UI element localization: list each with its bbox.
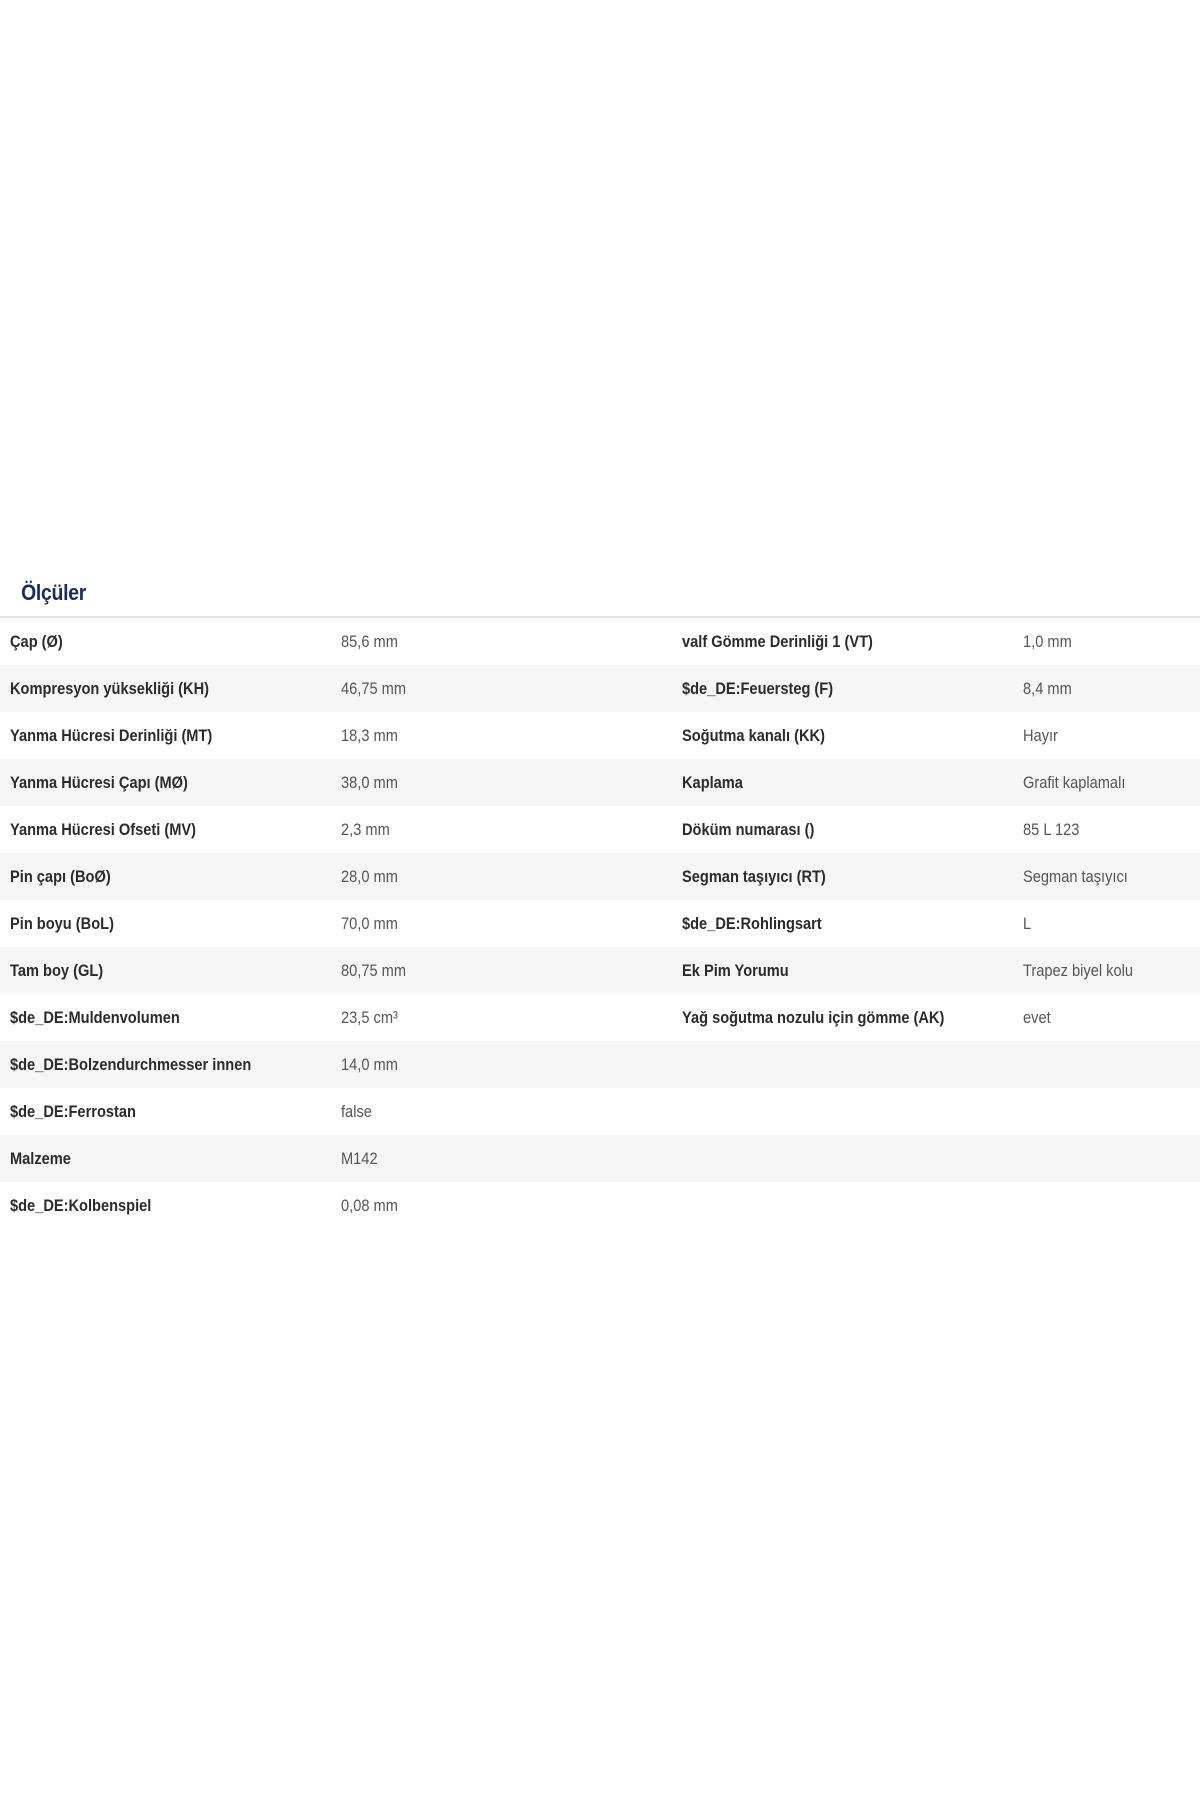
table-row [0,994,1200,1041]
spec-label: Yanma Hücresi Ofseti (MV) [10,819,197,839]
section-title: Ölçüler [21,580,86,605]
spec-value: 18,3 mm [341,725,398,745]
spec-label: Segman taşıyıcı (RT) [682,866,826,886]
spec-label: Yanma Hücresi Çapı (MØ) [10,772,188,792]
spec-value: 1,0 mm [1023,631,1072,651]
table-cell [341,994,682,1041]
table-cell [682,853,1023,900]
spec-label: $de_DE:Ferrostan [10,1101,136,1121]
spec-value: L [1023,913,1032,933]
table-cell [0,994,341,1041]
table-row [0,712,1200,759]
table-cell [0,1182,341,1229]
table-row [0,900,1200,947]
table-cell [0,1041,341,1088]
table-cell [682,806,1023,853]
table-row [0,1182,1200,1229]
spec-label: Çap (Ø) [10,631,63,651]
table-cell [682,900,1023,947]
table-cell [1023,759,1200,806]
table-cell [1023,994,1200,1041]
spec-label: Yağ soğutma nozulu için gömme (AK) [682,1007,945,1027]
table-cell [1023,618,1200,665]
spec-value: M142 [341,1148,378,1168]
table-cell [341,1182,682,1229]
table-cell [0,900,341,947]
table-cell [341,900,682,947]
table-cell [341,1041,682,1088]
table-cell [1023,853,1200,900]
spec-value: 0,08 mm [341,1195,398,1215]
table-cell [0,1088,341,1135]
table-cell [341,1088,682,1135]
table-cell [682,1088,1023,1135]
spec-value: evet [1023,1007,1051,1027]
spec-value: 38,0 mm [341,772,398,792]
table-cell [1023,1135,1200,1182]
table-cell [0,1135,341,1182]
table-cell [341,759,682,806]
table-cell [682,1041,1023,1088]
table-cell [682,665,1023,712]
table-cell [682,759,1023,806]
table-cell [341,947,682,994]
table-cell [1023,1088,1200,1135]
spec-label: $de_DE:Muldenvolumen [10,1007,180,1027]
specs-table [0,618,1200,1229]
spec-value: 85,6 mm [341,631,398,651]
table-cell [1023,1182,1200,1229]
spec-label: Yanma Hücresi Derinliği (MT) [10,725,213,745]
spec-value: 23,5 cm³ [341,1007,398,1027]
table-cell [682,618,1023,665]
specs-table-body [0,618,1200,1229]
table-cell [1023,665,1200,712]
spec-label: Ek Pim Yorumu [682,960,789,980]
spec-value: false [341,1101,372,1121]
table-row [0,853,1200,900]
spec-value: 85 L 123 [1023,819,1080,839]
table-row [0,806,1200,853]
spec-label: $de_DE:Rohlingsart [682,913,822,933]
spec-label: $de_DE:Bolzendurchmesser innen [10,1054,252,1074]
table-cell [0,665,341,712]
table-cell [0,712,341,759]
table-cell [0,853,341,900]
spec-label: valf Gömme Derinliği 1 (VT) [682,631,873,651]
table-cell [341,1135,682,1182]
spec-value: Grafit kaplamalı [1023,772,1126,792]
spec-label: Pin çapı (BoØ) [10,866,111,886]
table-row [0,1135,1200,1182]
spec-value: 28,0 mm [341,866,398,886]
table-cell [1023,947,1200,994]
table-cell [341,806,682,853]
table-row [0,947,1200,994]
table-cell [341,712,682,759]
spec-value: 14,0 mm [341,1054,398,1074]
table-cell [0,618,341,665]
spec-label: $de_DE:Kolbenspiel [10,1195,152,1215]
table-row [0,1088,1200,1135]
table-cell [1023,900,1200,947]
table-cell [0,806,341,853]
spec-label: Kaplama [682,772,743,792]
table-cell [341,853,682,900]
spec-label: Soğutma kanalı (KK) [682,725,825,745]
spec-label: $de_DE:Feuersteg (F) [682,678,834,698]
spec-value: 70,0 mm [341,913,398,933]
table-row [0,665,1200,712]
spec-value: 8,4 mm [1023,678,1072,698]
spec-label: Kompresyon yüksekliği (KH) [10,678,210,698]
table-cell [682,994,1023,1041]
spec-label: Malzeme [10,1148,71,1168]
spec-label: Pin boyu (BoL) [10,913,114,933]
spec-value: 2,3 mm [341,819,390,839]
table-cell [1023,1041,1200,1088]
table-row [0,1041,1200,1088]
table-cell [0,947,341,994]
table-cell [341,618,682,665]
table-cell [682,1182,1023,1229]
table-cell [0,759,341,806]
table-cell [1023,712,1200,759]
specs-section [0,570,1200,1229]
spec-value: Segman taşıyıcı [1023,866,1128,886]
spec-value: 46,75 mm [341,678,407,698]
table-row [0,618,1200,665]
table-cell [682,1135,1023,1182]
table-cell [341,665,682,712]
spec-label: Döküm numarası () [682,819,815,839]
table-row [0,759,1200,806]
spec-value: Trapez biyel kolu [1023,960,1133,980]
table-cell [682,712,1023,759]
spec-value: 80,75 mm [341,960,407,980]
spec-label: Tam boy (GL) [10,960,104,980]
table-cell [682,947,1023,994]
spec-value: Hayır [1023,725,1058,745]
table-cell [1023,806,1200,853]
